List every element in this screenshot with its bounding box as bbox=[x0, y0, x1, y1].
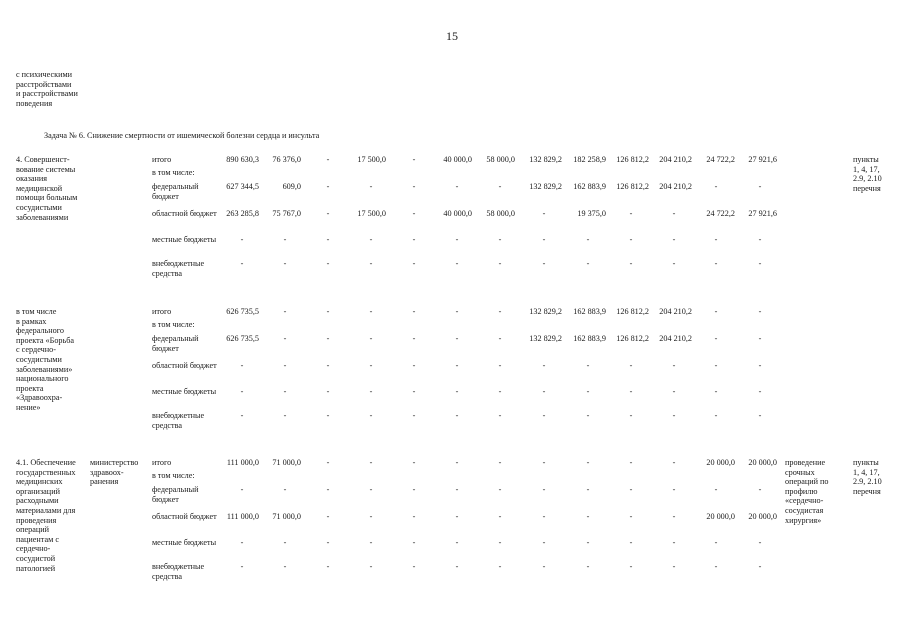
funding-source: в том числе: bbox=[152, 320, 195, 329]
empty-cell: - bbox=[672, 411, 676, 420]
empty-cell: - bbox=[498, 235, 502, 244]
empty-cell: - bbox=[283, 538, 287, 547]
amount-cell: 132 829,2 bbox=[529, 307, 562, 316]
empty-cell: - bbox=[498, 562, 502, 571]
empty-cell: - bbox=[629, 538, 633, 547]
empty-cell: - bbox=[714, 235, 718, 244]
empty-cell: - bbox=[326, 361, 330, 370]
amount-cell: 132 829,2 bbox=[529, 182, 562, 191]
empty-cell: - bbox=[326, 259, 330, 268]
empty-cell: - bbox=[714, 485, 718, 494]
amount-cell: 17 500,0 bbox=[357, 155, 386, 164]
text-line: в рамках bbox=[16, 316, 47, 326]
reference-points bbox=[853, 155, 882, 193]
text-line: проекта bbox=[16, 383, 44, 393]
funding-source: итого bbox=[152, 458, 172, 467]
amount-cell: 204 210,2 bbox=[659, 182, 692, 191]
continuation-line: и расстройствами bbox=[16, 89, 78, 99]
funding-source: местные бюджеты bbox=[152, 235, 217, 244]
reference-points bbox=[853, 458, 882, 496]
empty-cell: - bbox=[369, 259, 373, 268]
amount-cell: 111 000,0 bbox=[226, 512, 259, 521]
empty-cell: - bbox=[542, 361, 546, 370]
empty-cell: - bbox=[672, 538, 676, 547]
empty-cell: - bbox=[283, 361, 287, 370]
text-line: федерального bbox=[16, 326, 64, 336]
empty-cell: - bbox=[326, 485, 330, 494]
empty-cell: - bbox=[714, 361, 718, 370]
text-line: нение» bbox=[16, 402, 41, 412]
empty-cell: - bbox=[283, 334, 287, 343]
empty-cell: - bbox=[629, 458, 633, 467]
empty-cell: - bbox=[586, 485, 590, 494]
empty-cell: - bbox=[629, 387, 633, 396]
empty-cell: - bbox=[283, 235, 287, 244]
empty-cell: - bbox=[542, 209, 546, 218]
empty-cell: - bbox=[758, 361, 762, 370]
empty-cell: - bbox=[412, 209, 416, 218]
text-line: срочных bbox=[785, 467, 815, 477]
empty-cell: - bbox=[542, 512, 546, 521]
funding-source: внебюджетные средства bbox=[152, 411, 205, 430]
text-line: организаций bbox=[16, 486, 60, 496]
amount-cell: 24 722,2 bbox=[706, 209, 735, 218]
empty-cell: - bbox=[672, 209, 676, 218]
empty-cell: - bbox=[672, 562, 676, 571]
empty-cell: - bbox=[240, 538, 244, 547]
funding-source: итого bbox=[152, 307, 172, 316]
empty-cell: - bbox=[369, 334, 373, 343]
funding-source: в том числе: bbox=[152, 471, 195, 480]
amount-cell: 27 921,6 bbox=[748, 155, 777, 164]
empty-cell: - bbox=[498, 334, 502, 343]
amount-cell: 58 000,0 bbox=[486, 209, 515, 218]
empty-cell: - bbox=[369, 387, 373, 396]
text-line: сосудистыми bbox=[16, 354, 62, 364]
text-line: с сердечно- bbox=[16, 345, 56, 355]
funding-source: местные бюджеты bbox=[152, 538, 217, 547]
empty-cell: - bbox=[714, 538, 718, 547]
activity-name bbox=[16, 307, 74, 413]
amount-cell: 20 000,0 bbox=[748, 458, 777, 467]
text-line: 4. Совершенст- bbox=[16, 155, 70, 164]
amount-cell: 162 883,9 bbox=[573, 182, 606, 191]
task-heading: Задача № 6. Снижение смертности от ишемической болезни сердца и инсульта bbox=[44, 131, 320, 140]
empty-cell: - bbox=[542, 411, 546, 420]
funding-source: областной бюджет bbox=[152, 361, 217, 370]
empty-cell: - bbox=[672, 259, 676, 268]
empty-cell: - bbox=[412, 155, 416, 164]
amount-cell: 40 000,0 bbox=[443, 155, 472, 164]
empty-cell: - bbox=[498, 485, 502, 494]
empty-cell: - bbox=[326, 411, 330, 420]
text-line: министерство bbox=[90, 458, 139, 467]
empty-cell: - bbox=[326, 512, 330, 521]
amount-cell: 204 210,2 bbox=[659, 334, 692, 343]
empty-cell: - bbox=[369, 485, 373, 494]
empty-cell: - bbox=[714, 307, 718, 316]
empty-cell: - bbox=[629, 562, 633, 571]
text-line: проведение bbox=[785, 458, 826, 467]
empty-cell: - bbox=[758, 182, 762, 191]
empty-cell: - bbox=[455, 334, 459, 343]
amount-cell: 126 812,2 bbox=[616, 334, 649, 343]
empty-cell: - bbox=[326, 458, 330, 467]
amount-cell: 204 210,2 bbox=[659, 155, 692, 164]
amount-cell: 609,0 bbox=[282, 182, 301, 191]
amount-cell: 27 921,6 bbox=[748, 209, 777, 218]
empty-cell: - bbox=[542, 458, 546, 467]
empty-cell: - bbox=[412, 334, 416, 343]
text-line: 1, 4, 17, bbox=[853, 467, 880, 477]
empty-cell: - bbox=[542, 485, 546, 494]
funding-source: внебюджетные средства bbox=[152, 259, 205, 278]
empty-cell: - bbox=[240, 387, 244, 396]
text-line: проведения bbox=[16, 515, 57, 525]
empty-cell: - bbox=[586, 458, 590, 467]
empty-cell: - bbox=[542, 235, 546, 244]
empty-cell: - bbox=[758, 387, 762, 396]
text-line: ранения bbox=[90, 477, 119, 487]
amount-cell: 71 000,0 bbox=[272, 458, 301, 467]
empty-cell: - bbox=[326, 155, 330, 164]
empty-cell: - bbox=[498, 512, 502, 521]
text-line: сердечно- bbox=[16, 544, 51, 554]
empty-cell: - bbox=[714, 334, 718, 343]
empty-cell: - bbox=[758, 235, 762, 244]
empty-cell: - bbox=[629, 209, 633, 218]
empty-cell: - bbox=[498, 411, 502, 420]
empty-cell: - bbox=[629, 512, 633, 521]
empty-cell: - bbox=[455, 485, 459, 494]
empty-cell: - bbox=[240, 485, 244, 494]
amount-cell: 20 000,0 bbox=[706, 458, 735, 467]
empty-cell: - bbox=[758, 307, 762, 316]
empty-cell: - bbox=[412, 235, 416, 244]
expected-result bbox=[785, 458, 829, 525]
empty-cell: - bbox=[326, 182, 330, 191]
text-line: материалами для bbox=[16, 505, 76, 515]
empty-cell: - bbox=[283, 562, 287, 571]
empty-cell: - bbox=[542, 562, 546, 571]
empty-cell: - bbox=[283, 411, 287, 420]
empty-cell: - bbox=[240, 361, 244, 370]
empty-cell: - bbox=[586, 538, 590, 547]
amount-cell: 24 722,2 bbox=[706, 155, 735, 164]
continuation-line: расстройствами bbox=[16, 79, 72, 89]
empty-cell: - bbox=[672, 458, 676, 467]
empty-cell: - bbox=[412, 361, 416, 370]
empty-cell: - bbox=[326, 334, 330, 343]
empty-cell: - bbox=[455, 259, 459, 268]
text-line: пациентам с bbox=[16, 534, 59, 544]
empty-cell: - bbox=[629, 485, 633, 494]
empty-cell: - bbox=[629, 411, 633, 420]
empty-cell: - bbox=[672, 235, 676, 244]
empty-cell: - bbox=[586, 387, 590, 396]
empty-cell: - bbox=[586, 512, 590, 521]
amount-cell: 263 285,8 bbox=[226, 209, 259, 218]
empty-cell: - bbox=[672, 387, 676, 396]
amount-cell: 71 000,0 bbox=[272, 512, 301, 521]
amount-cell: 126 812,2 bbox=[616, 155, 649, 164]
text-line: помощи больным bbox=[16, 193, 78, 203]
empty-cell: - bbox=[283, 307, 287, 316]
empty-cell: - bbox=[672, 512, 676, 521]
empty-cell: - bbox=[672, 485, 676, 494]
empty-cell: - bbox=[283, 387, 287, 396]
empty-cell: - bbox=[412, 512, 416, 521]
empty-cell: - bbox=[240, 235, 244, 244]
empty-cell: - bbox=[758, 334, 762, 343]
page-number: 15 bbox=[446, 29, 458, 43]
empty-cell: - bbox=[283, 259, 287, 268]
empty-cell: - bbox=[629, 361, 633, 370]
empty-cell: - bbox=[326, 562, 330, 571]
empty-cell: - bbox=[542, 538, 546, 547]
empty-cell: - bbox=[758, 538, 762, 547]
empty-cell: - bbox=[240, 411, 244, 420]
funding-source: областной бюджет bbox=[152, 512, 217, 521]
empty-cell: - bbox=[714, 387, 718, 396]
empty-cell: - bbox=[758, 259, 762, 268]
empty-cell: - bbox=[758, 562, 762, 571]
text-line: вование системы bbox=[16, 164, 76, 174]
empty-cell: - bbox=[498, 361, 502, 370]
empty-cell: - bbox=[672, 361, 676, 370]
continuation-text bbox=[16, 70, 78, 108]
text-line: операций bbox=[16, 525, 49, 535]
text-line: проекта «Борьба bbox=[16, 335, 75, 345]
text-line: профилю bbox=[785, 486, 818, 496]
empty-cell: - bbox=[369, 562, 373, 571]
empty-cell: - bbox=[240, 562, 244, 571]
text-line: 4.1. Обеспечение bbox=[16, 458, 76, 467]
text-line: 2.9, 2.10 bbox=[853, 477, 882, 487]
text-line: хирургия» bbox=[785, 515, 822, 525]
amount-cell: 126 812,2 bbox=[616, 307, 649, 316]
amount-cell: 626 735,5 bbox=[226, 307, 259, 316]
empty-cell: - bbox=[714, 259, 718, 268]
activity-name bbox=[16, 458, 76, 573]
funding-source: итого bbox=[152, 155, 172, 164]
empty-cell: - bbox=[369, 307, 373, 316]
empty-cell: - bbox=[542, 259, 546, 268]
empty-cell: - bbox=[586, 259, 590, 268]
amount-cell: 162 883,9 bbox=[573, 307, 606, 316]
empty-cell: - bbox=[412, 182, 416, 191]
funding-source: внебюджетные средства bbox=[152, 562, 205, 581]
text-line: здравоох- bbox=[90, 467, 124, 477]
empty-cell: - bbox=[412, 538, 416, 547]
empty-cell: - bbox=[455, 538, 459, 547]
empty-cell: - bbox=[369, 361, 373, 370]
empty-cell: - bbox=[326, 209, 330, 218]
empty-cell: - bbox=[498, 458, 502, 467]
empty-cell: - bbox=[714, 562, 718, 571]
text-line: «Здравоохра- bbox=[16, 393, 63, 403]
empty-cell: - bbox=[758, 485, 762, 494]
text-line: «сердечно- bbox=[785, 496, 824, 506]
empty-cell: - bbox=[412, 411, 416, 420]
empty-cell: - bbox=[326, 387, 330, 396]
text-line: перечня bbox=[853, 486, 881, 496]
text-line: заболеваниями bbox=[16, 212, 69, 222]
empty-cell: - bbox=[455, 562, 459, 571]
empty-cell: - bbox=[412, 259, 416, 268]
text-line: расходными bbox=[16, 496, 59, 506]
amount-cell: 58 000,0 bbox=[486, 155, 515, 164]
funding-source: в том числе: bbox=[152, 168, 195, 177]
text-line: медицинских bbox=[16, 477, 63, 487]
empty-cell: - bbox=[714, 182, 718, 191]
text-line: перечня bbox=[853, 183, 881, 193]
empty-cell: - bbox=[455, 235, 459, 244]
empty-cell: - bbox=[498, 182, 502, 191]
empty-cell: - bbox=[326, 538, 330, 547]
empty-cell: - bbox=[586, 411, 590, 420]
text-line: национального bbox=[16, 374, 69, 384]
empty-cell: - bbox=[455, 361, 459, 370]
text-line: 2.9, 2.10 bbox=[853, 174, 882, 184]
amount-cell: 132 829,2 bbox=[529, 155, 562, 164]
text-line: оказания bbox=[16, 174, 47, 184]
text-line: операций по bbox=[785, 477, 829, 487]
amount-cell: 626 735,5 bbox=[226, 334, 259, 343]
empty-cell: - bbox=[498, 538, 502, 547]
empty-cell: - bbox=[369, 538, 373, 547]
empty-cell: - bbox=[326, 307, 330, 316]
empty-cell: - bbox=[455, 458, 459, 467]
continuation-line: поведения bbox=[16, 98, 53, 108]
empty-cell: - bbox=[369, 235, 373, 244]
funding-source: федеральный бюджет bbox=[152, 182, 199, 201]
empty-cell: - bbox=[586, 562, 590, 571]
text-line: сосудистой bbox=[16, 553, 56, 563]
empty-cell: - bbox=[369, 182, 373, 191]
funding-source: федеральный бюджет bbox=[152, 485, 199, 504]
empty-cell: - bbox=[629, 235, 633, 244]
empty-cell: - bbox=[629, 259, 633, 268]
amount-cell: 162 883,9 bbox=[573, 334, 606, 343]
empty-cell: - bbox=[412, 387, 416, 396]
empty-cell: - bbox=[586, 361, 590, 370]
amount-cell: 19 375,0 bbox=[577, 209, 606, 218]
empty-cell: - bbox=[283, 485, 287, 494]
amount-cell: 132 829,2 bbox=[529, 334, 562, 343]
amount-cell: 20 000,0 bbox=[706, 512, 735, 521]
funding-source: местные бюджеты bbox=[152, 387, 217, 396]
funding-source: областной бюджет bbox=[152, 209, 217, 218]
empty-cell: - bbox=[369, 458, 373, 467]
empty-cell: - bbox=[240, 259, 244, 268]
text-line: пункты bbox=[853, 458, 879, 467]
text-line: 1, 4, 17, bbox=[853, 164, 880, 174]
text-line: государственных bbox=[16, 467, 76, 477]
empty-cell: - bbox=[455, 387, 459, 396]
empty-cell: - bbox=[369, 512, 373, 521]
empty-cell: - bbox=[455, 182, 459, 191]
text-line: патологией bbox=[16, 563, 56, 573]
empty-cell: - bbox=[326, 235, 330, 244]
amount-cell: 890 630,3 bbox=[226, 155, 259, 164]
amount-cell: 627 344,5 bbox=[226, 182, 259, 191]
text-line: сосудистыми bbox=[16, 202, 62, 212]
amount-cell: 111 000,0 bbox=[226, 458, 259, 467]
amount-cell: 76 376,0 bbox=[272, 155, 301, 164]
activity-name bbox=[16, 155, 77, 222]
empty-cell: - bbox=[412, 307, 416, 316]
text-line: медицинской bbox=[16, 183, 63, 193]
amount-cell: 182 258,9 bbox=[573, 155, 606, 164]
amount-cell: 126 812,2 bbox=[616, 182, 649, 191]
empty-cell: - bbox=[412, 485, 416, 494]
amount-cell: 20 000,0 bbox=[748, 512, 777, 521]
amount-cell: 17 500,0 bbox=[357, 209, 386, 218]
empty-cell: - bbox=[498, 387, 502, 396]
empty-cell: - bbox=[455, 307, 459, 316]
empty-cell: - bbox=[369, 411, 373, 420]
empty-cell: - bbox=[498, 307, 502, 316]
empty-cell: - bbox=[542, 387, 546, 396]
empty-cell: - bbox=[586, 235, 590, 244]
amount-cell: 40 000,0 bbox=[443, 209, 472, 218]
text-line: сосудистая bbox=[785, 505, 824, 515]
empty-cell: - bbox=[498, 259, 502, 268]
text-line: пункты bbox=[853, 155, 879, 164]
text-line: в том числе bbox=[16, 307, 57, 316]
funding-source: федеральный бюджет bbox=[152, 334, 199, 353]
empty-cell: - bbox=[455, 411, 459, 420]
text-line: заболеваниями» bbox=[16, 364, 73, 374]
empty-cell: - bbox=[714, 411, 718, 420]
amount-cell: 204 210,2 bbox=[659, 307, 692, 316]
empty-cell: - bbox=[758, 411, 762, 420]
continuation-line: с психическими bbox=[16, 70, 73, 79]
executor bbox=[90, 458, 138, 487]
empty-cell: - bbox=[412, 458, 416, 467]
empty-cell: - bbox=[455, 512, 459, 521]
amount-cell: 75 767,0 bbox=[272, 209, 301, 218]
empty-cell: - bbox=[412, 562, 416, 571]
